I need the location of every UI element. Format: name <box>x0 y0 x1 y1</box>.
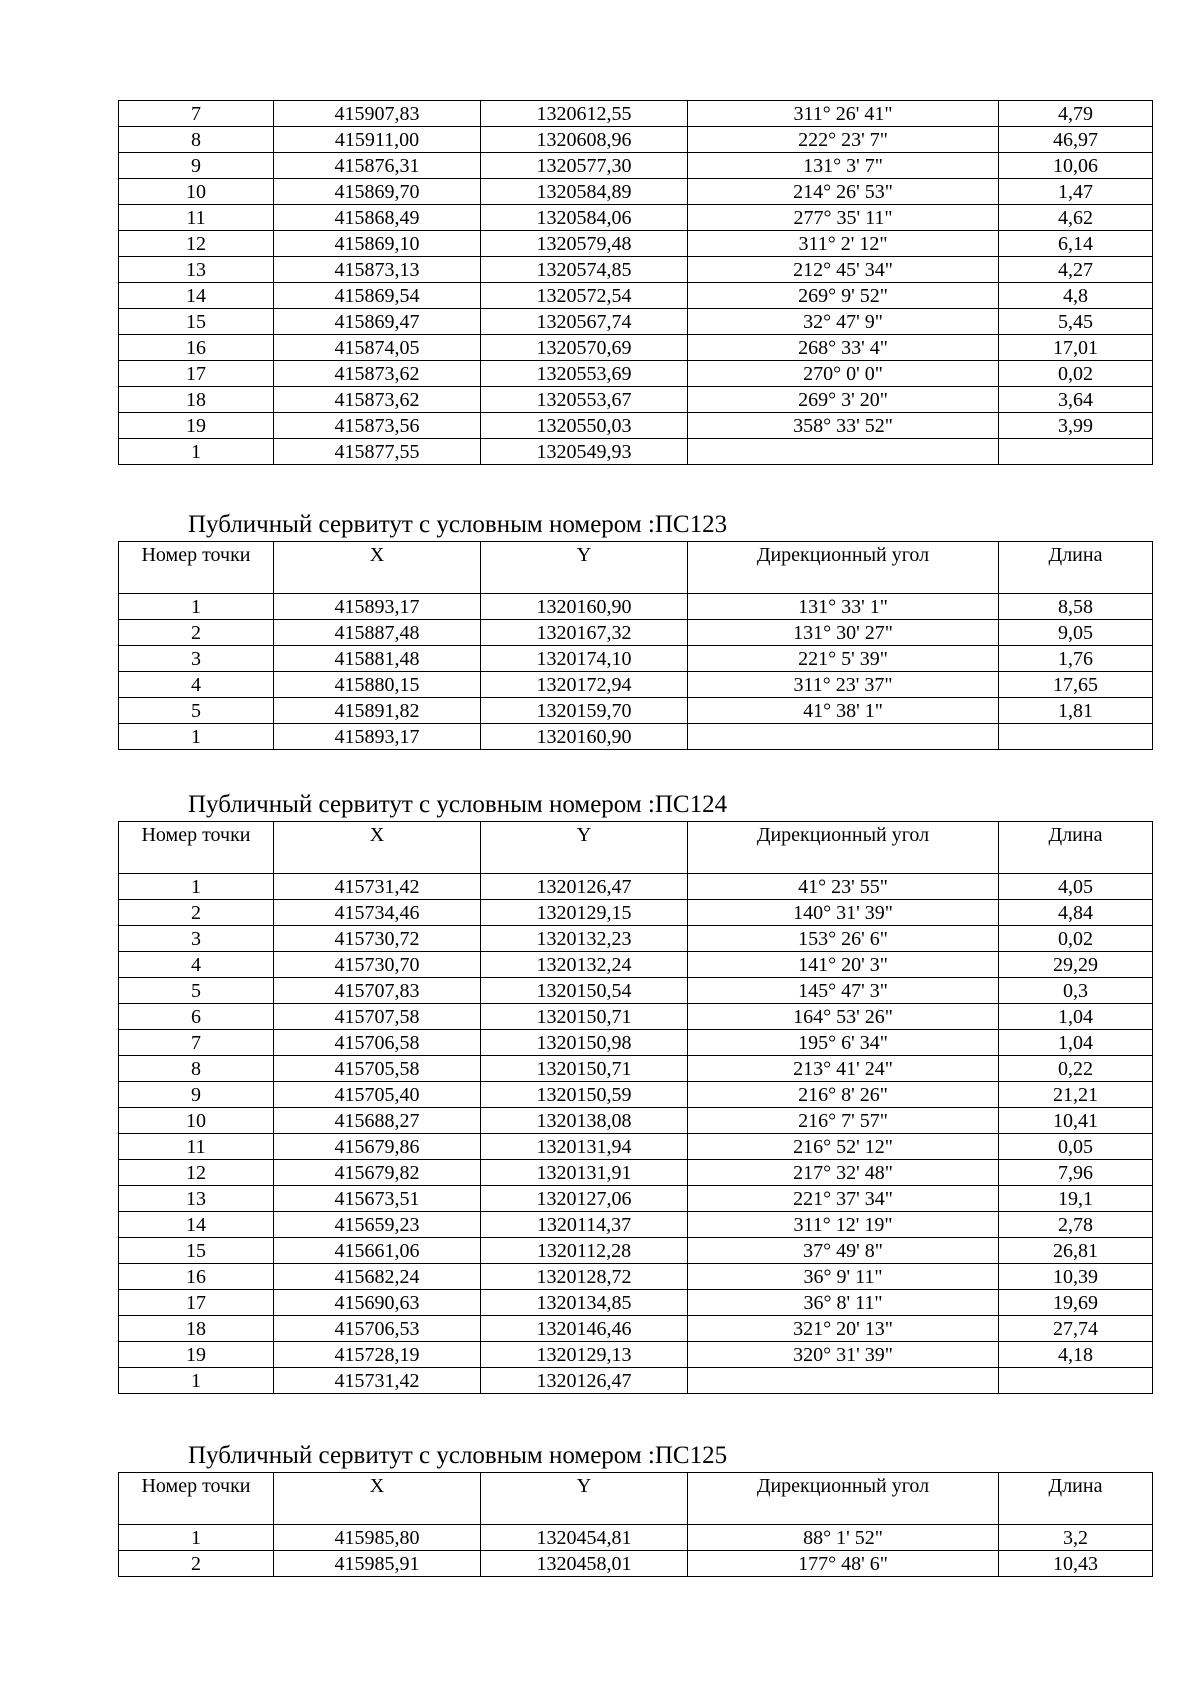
length-cell: 0,02 <box>999 926 1153 952</box>
length-cell: 1,47 <box>999 179 1153 205</box>
y-cell: 1320174,10 <box>481 646 688 672</box>
length-cell: 29,29 <box>999 952 1153 978</box>
top-table-block <box>118 100 1152 465</box>
length-cell: 17,01 <box>999 335 1153 361</box>
direction-angle-cell: 214° 26' 53" <box>688 179 999 205</box>
table-row <box>119 153 1153 179</box>
length-cell: 0,05 <box>999 1134 1153 1160</box>
header-direction-angle: Дирекционный угол <box>688 822 999 874</box>
point-number-cell: 12 <box>119 231 274 257</box>
direction-angle-cell: 216° 8' 26" <box>688 1082 999 1108</box>
table-row <box>119 1212 1153 1238</box>
x-cell: 415876,31 <box>274 153 481 179</box>
point-number-cell: 9 <box>119 1082 274 1108</box>
x-cell: 415679,82 <box>274 1160 481 1186</box>
length-cell: 26,81 <box>999 1238 1153 1264</box>
x-cell: 415661,06 <box>274 1238 481 1264</box>
x-cell: 415873,56 <box>274 413 481 439</box>
x-cell: 415707,58 <box>274 1004 481 1030</box>
x-cell: 415705,58 <box>274 1056 481 1082</box>
y-cell: 1320579,48 <box>481 231 688 257</box>
header-y: Y <box>481 542 688 594</box>
direction-angle-cell: 195° 6' 34" <box>688 1030 999 1056</box>
direction-angle-cell: 311° 26' 41" <box>688 101 999 127</box>
y-cell: 1320150,98 <box>481 1030 688 1056</box>
table-row <box>119 1368 1153 1394</box>
length-cell: 10,39 <box>999 1264 1153 1290</box>
x-cell: 415893,17 <box>274 594 481 620</box>
direction-angle-cell: 88° 1' 52" <box>688 1525 999 1551</box>
table-row <box>119 309 1153 335</box>
length-cell: 4,05 <box>999 874 1153 900</box>
table-row <box>119 1551 1153 1577</box>
x-cell: 415706,58 <box>274 1030 481 1056</box>
x-cell: 415877,55 <box>274 439 481 465</box>
direction-angle-cell: 221° 37' 34" <box>688 1186 999 1212</box>
y-cell: 1320132,24 <box>481 952 688 978</box>
length-cell: 4,18 <box>999 1342 1153 1368</box>
table-row <box>119 179 1153 205</box>
point-number-cell: 17 <box>119 361 274 387</box>
direction-angle-cell: 358° 33' 52" <box>688 413 999 439</box>
length-cell: 19,1 <box>999 1186 1153 1212</box>
x-cell: 415730,70 <box>274 952 481 978</box>
x-cell: 415688,27 <box>274 1108 481 1134</box>
y-cell: 1320126,47 <box>481 1368 688 1394</box>
top-coordinates-table <box>118 100 1153 465</box>
point-number-cell: 19 <box>119 1342 274 1368</box>
point-number-cell: 13 <box>119 1186 274 1212</box>
x-cell: 415985,91 <box>274 1551 481 1577</box>
length-cell: 8,58 <box>999 594 1153 620</box>
table-row <box>119 594 1153 620</box>
length-cell: 10,06 <box>999 153 1153 179</box>
coordinates-table-ps123 <box>118 541 1153 750</box>
x-cell: 415869,54 <box>274 283 481 309</box>
table-row <box>119 698 1153 724</box>
header-length: Длина <box>999 822 1153 874</box>
point-number-cell: 13 <box>119 257 274 283</box>
y-cell: 1320584,06 <box>481 205 688 231</box>
x-cell: 415893,17 <box>274 724 481 750</box>
direction-angle-cell: 221° 5' 39" <box>688 646 999 672</box>
table-row <box>119 205 1153 231</box>
length-cell: 3,2 <box>999 1525 1153 1551</box>
point-number-cell: 9 <box>119 153 274 179</box>
length-cell: 3,99 <box>999 413 1153 439</box>
table-row <box>119 231 1153 257</box>
direction-angle-cell: 269° 9' 52" <box>688 283 999 309</box>
point-number-cell: 1 <box>119 594 274 620</box>
direction-angle-cell: 321° 20' 13" <box>688 1316 999 1342</box>
section-ps125 <box>118 1440 1152 1577</box>
direction-angle-cell: 131° 30' 27" <box>688 620 999 646</box>
direction-angle-cell: 37° 49' 8" <box>688 1238 999 1264</box>
header-y: Y <box>481 822 688 874</box>
y-cell: 1320572,54 <box>481 283 688 309</box>
y-cell: 1320550,03 <box>481 413 688 439</box>
y-cell: 1320127,06 <box>481 1186 688 1212</box>
y-cell: 1320131,94 <box>481 1134 688 1160</box>
header-point-number: Номер точки <box>119 1473 274 1525</box>
point-number-cell: 3 <box>119 926 274 952</box>
point-number-cell: 1 <box>119 439 274 465</box>
y-cell: 1320570,69 <box>481 335 688 361</box>
direction-angle-cell: 41° 38' 1" <box>688 698 999 724</box>
direction-angle-cell: 41° 23' 55" <box>688 874 999 900</box>
y-cell: 1320132,23 <box>481 926 688 952</box>
point-number-cell: 2 <box>119 900 274 926</box>
point-number-cell: 11 <box>119 1134 274 1160</box>
table-row <box>119 257 1153 283</box>
header-x: X <box>274 542 481 594</box>
header-length: Длина <box>999 1473 1153 1525</box>
table-row <box>119 127 1153 153</box>
point-number-cell: 2 <box>119 1551 274 1577</box>
point-number-cell: 1 <box>119 724 274 750</box>
y-cell: 1320128,72 <box>481 1264 688 1290</box>
length-cell: 0,02 <box>999 361 1153 387</box>
x-cell: 415873,62 <box>274 387 481 413</box>
table-row <box>119 1004 1153 1030</box>
x-cell: 415673,51 <box>274 1186 481 1212</box>
length-cell: 17,65 <box>999 672 1153 698</box>
length-cell: 1,04 <box>999 1030 1153 1056</box>
direction-angle-cell: 36° 8' 11" <box>688 1290 999 1316</box>
table-row <box>119 439 1153 465</box>
y-cell: 1320577,30 <box>481 153 688 179</box>
length-cell: 5,45 <box>999 309 1153 335</box>
x-cell: 415869,47 <box>274 309 481 335</box>
section-title: Публичный сервитут с условным номером :ПС124 <box>188 791 728 818</box>
point-number-cell: 12 <box>119 1160 274 1186</box>
table-row <box>119 387 1153 413</box>
x-cell: 415873,13 <box>274 257 481 283</box>
table-header-row <box>119 822 1153 874</box>
point-number-cell: 4 <box>119 672 274 698</box>
table-row <box>119 926 1153 952</box>
direction-angle-cell: 145° 47' 3" <box>688 978 999 1004</box>
length-cell: 4,8 <box>999 283 1153 309</box>
point-number-cell: 18 <box>119 387 274 413</box>
x-cell: 415706,53 <box>274 1316 481 1342</box>
direction-angle-cell: 217° 32' 48" <box>688 1160 999 1186</box>
table-row <box>119 900 1153 926</box>
x-cell: 415734,46 <box>274 900 481 926</box>
length-cell: 2,78 <box>999 1212 1153 1238</box>
direction-angle-cell: 213° 41' 24" <box>688 1056 999 1082</box>
length-cell: 10,41 <box>999 1108 1153 1134</box>
table-row <box>119 1316 1153 1342</box>
length-cell: 1,76 <box>999 646 1153 672</box>
y-cell: 1320159,70 <box>481 698 688 724</box>
y-cell: 1320167,32 <box>481 620 688 646</box>
coordinates-table-ps125 <box>118 1472 1153 1577</box>
length-cell: 9,05 <box>999 620 1153 646</box>
y-cell: 1320126,47 <box>481 874 688 900</box>
x-cell: 415891,82 <box>274 698 481 724</box>
table-row <box>119 1290 1153 1316</box>
y-cell: 1320160,90 <box>481 594 688 620</box>
y-cell: 1320114,37 <box>481 1212 688 1238</box>
point-number-cell: 19 <box>119 413 274 439</box>
header-x: X <box>274 822 481 874</box>
table-row <box>119 335 1153 361</box>
table-header-row <box>119 542 1153 594</box>
direction-angle-cell: 270° 0' 0" <box>688 361 999 387</box>
y-cell: 1320131,91 <box>481 1160 688 1186</box>
y-cell: 1320553,67 <box>481 387 688 413</box>
length-cell: 21,21 <box>999 1082 1153 1108</box>
y-cell: 1320112,28 <box>481 1238 688 1264</box>
point-number-cell: 1 <box>119 874 274 900</box>
direction-angle-cell: 32° 47' 9" <box>688 309 999 335</box>
point-number-cell: 8 <box>119 127 274 153</box>
point-number-cell: 10 <box>119 1108 274 1134</box>
length-cell: 4,62 <box>999 205 1153 231</box>
length-cell: 7,96 <box>999 1160 1153 1186</box>
direction-angle-cell: 268° 33' 4" <box>688 335 999 361</box>
x-cell: 415911,00 <box>274 127 481 153</box>
direction-angle-cell: 140° 31' 39" <box>688 900 999 926</box>
length-cell <box>999 1368 1153 1394</box>
length-cell: 0,3 <box>999 978 1153 1004</box>
y-cell: 1320608,96 <box>481 127 688 153</box>
header-point-number: Номер точки <box>119 822 274 874</box>
point-number-cell: 1 <box>119 1368 274 1394</box>
point-number-cell: 6 <box>119 1004 274 1030</box>
length-cell: 19,69 <box>999 1290 1153 1316</box>
section-ps124 <box>118 789 1152 1394</box>
point-number-cell: 16 <box>119 1264 274 1290</box>
section-title: Публичный сервитут с условным номером :ПС123 <box>188 511 728 538</box>
x-cell: 415907,83 <box>274 101 481 127</box>
y-cell: 1320150,59 <box>481 1082 688 1108</box>
direction-angle-cell: 212° 45' 34" <box>688 257 999 283</box>
point-number-cell: 7 <box>119 101 274 127</box>
x-cell: 415682,24 <box>274 1264 481 1290</box>
x-cell: 415659,23 <box>274 1212 481 1238</box>
length-cell: 10,43 <box>999 1551 1153 1577</box>
length-cell: 1,81 <box>999 698 1153 724</box>
y-cell: 1320567,74 <box>481 309 688 335</box>
table-row <box>119 283 1153 309</box>
y-cell: 1320150,71 <box>481 1004 688 1030</box>
x-cell: 415873,62 <box>274 361 481 387</box>
section-title: Публичный сервитут с условным номером :ПС125 <box>188 1442 728 1469</box>
direction-angle-cell: 216° 7' 57" <box>688 1108 999 1134</box>
direction-angle-cell <box>688 1368 999 1394</box>
table-row <box>119 620 1153 646</box>
x-cell: 415881,48 <box>274 646 481 672</box>
point-number-cell: 10 <box>119 179 274 205</box>
table-row <box>119 1082 1153 1108</box>
direction-angle-cell: 36° 9' 11" <box>688 1264 999 1290</box>
table-row <box>119 978 1153 1004</box>
y-cell: 1320584,89 <box>481 179 688 205</box>
y-cell: 1320146,46 <box>481 1316 688 1342</box>
x-cell: 415705,40 <box>274 1082 481 1108</box>
length-cell: 3,64 <box>999 387 1153 413</box>
x-cell: 415868,49 <box>274 205 481 231</box>
y-cell: 1320574,85 <box>481 257 688 283</box>
direction-angle-cell: 222° 23' 7" <box>688 127 999 153</box>
direction-angle-cell <box>688 724 999 750</box>
x-cell: 415707,83 <box>274 978 481 1004</box>
direction-angle-cell: 216° 52' 12" <box>688 1134 999 1160</box>
length-cell: 0,22 <box>999 1056 1153 1082</box>
table-row <box>119 1108 1153 1134</box>
y-cell: 1320134,85 <box>481 1290 688 1316</box>
y-cell: 1320458,01 <box>481 1551 688 1577</box>
table-row <box>119 1030 1153 1056</box>
direction-angle-cell: 141° 20' 3" <box>688 952 999 978</box>
y-cell: 1320549,93 <box>481 439 688 465</box>
point-number-cell: 15 <box>119 309 274 335</box>
y-cell: 1320129,13 <box>481 1342 688 1368</box>
x-cell: 415730,72 <box>274 926 481 952</box>
y-cell: 1320553,69 <box>481 361 688 387</box>
x-cell: 415874,05 <box>274 335 481 361</box>
table-row <box>119 1525 1153 1551</box>
header-y: Y <box>481 1473 688 1525</box>
table-row <box>119 1186 1153 1212</box>
y-cell: 1320138,08 <box>481 1108 688 1134</box>
table-row <box>119 1264 1153 1290</box>
y-cell: 1320454,81 <box>481 1525 688 1551</box>
length-cell: 4,84 <box>999 900 1153 926</box>
point-number-cell: 4 <box>119 952 274 978</box>
point-number-cell: 5 <box>119 978 274 1004</box>
y-cell: 1320612,55 <box>481 101 688 127</box>
x-cell: 415690,63 <box>274 1290 481 1316</box>
length-cell <box>999 439 1153 465</box>
direction-angle-cell: 311° 12' 19" <box>688 1212 999 1238</box>
x-cell: 415869,10 <box>274 231 481 257</box>
x-cell: 415731,42 <box>274 874 481 900</box>
table-row <box>119 413 1153 439</box>
direction-angle-cell: 277° 35' 11" <box>688 205 999 231</box>
direction-angle-cell: 269° 3' 20" <box>688 387 999 413</box>
direction-angle-cell: 131° 33' 1" <box>688 594 999 620</box>
point-number-cell: 5 <box>119 698 274 724</box>
point-number-cell: 17 <box>119 1290 274 1316</box>
direction-angle-cell: 153° 26' 6" <box>688 926 999 952</box>
direction-angle-cell: 131° 3' 7" <box>688 153 999 179</box>
x-cell: 415880,15 <box>274 672 481 698</box>
point-number-cell: 15 <box>119 1238 274 1264</box>
table-row <box>119 724 1153 750</box>
header-direction-angle: Дирекционный угол <box>688 542 999 594</box>
header-direction-angle: Дирекционный угол <box>688 1473 999 1525</box>
length-cell: 46,97 <box>999 127 1153 153</box>
point-number-cell: 18 <box>119 1316 274 1342</box>
length-cell: 6,14 <box>999 231 1153 257</box>
table-row <box>119 646 1153 672</box>
length-cell: 1,04 <box>999 1004 1153 1030</box>
point-number-cell: 14 <box>119 283 274 309</box>
y-cell: 1320129,15 <box>481 900 688 926</box>
y-cell: 1320160,90 <box>481 724 688 750</box>
direction-angle-cell <box>688 439 999 465</box>
table-row <box>119 874 1153 900</box>
y-cell: 1320150,71 <box>481 1056 688 1082</box>
table-row <box>119 1342 1153 1368</box>
direction-angle-cell: 177° 48' 6" <box>688 1551 999 1577</box>
header-x: X <box>274 1473 481 1525</box>
table-row <box>119 1160 1153 1186</box>
x-cell: 415731,42 <box>274 1368 481 1394</box>
point-number-cell: 11 <box>119 205 274 231</box>
point-number-cell: 16 <box>119 335 274 361</box>
y-cell: 1320150,54 <box>481 978 688 1004</box>
length-cell: 4,27 <box>999 257 1153 283</box>
point-number-cell: 3 <box>119 646 274 672</box>
x-cell: 415869,70 <box>274 179 481 205</box>
header-length: Длина <box>999 542 1153 594</box>
table-row <box>119 361 1153 387</box>
direction-angle-cell: 311° 2' 12" <box>688 231 999 257</box>
section-ps123 <box>118 509 1152 750</box>
length-cell: 27,74 <box>999 1316 1153 1342</box>
length-cell <box>999 724 1153 750</box>
point-number-cell: 7 <box>119 1030 274 1056</box>
x-cell: 415679,86 <box>274 1134 481 1160</box>
table-row <box>119 1134 1153 1160</box>
x-cell: 415887,48 <box>274 620 481 646</box>
direction-angle-cell: 311° 23' 37" <box>688 672 999 698</box>
table-header-row <box>119 1473 1153 1525</box>
point-number-cell: 1 <box>119 1525 274 1551</box>
x-cell: 415728,19 <box>274 1342 481 1368</box>
coordinates-table-ps124 <box>118 821 1153 1394</box>
table-row <box>119 672 1153 698</box>
direction-angle-cell: 164° 53' 26" <box>688 1004 999 1030</box>
y-cell: 1320172,94 <box>481 672 688 698</box>
direction-angle-cell: 320° 31' 39" <box>688 1342 999 1368</box>
table-row <box>119 952 1153 978</box>
point-number-cell: 2 <box>119 620 274 646</box>
point-number-cell: 14 <box>119 1212 274 1238</box>
length-cell: 4,79 <box>999 101 1153 127</box>
header-point-number: Номер точки <box>119 542 274 594</box>
point-number-cell: 8 <box>119 1056 274 1082</box>
table-row <box>119 101 1153 127</box>
table-row <box>119 1238 1153 1264</box>
table-row <box>119 1056 1153 1082</box>
x-cell: 415985,80 <box>274 1525 481 1551</box>
